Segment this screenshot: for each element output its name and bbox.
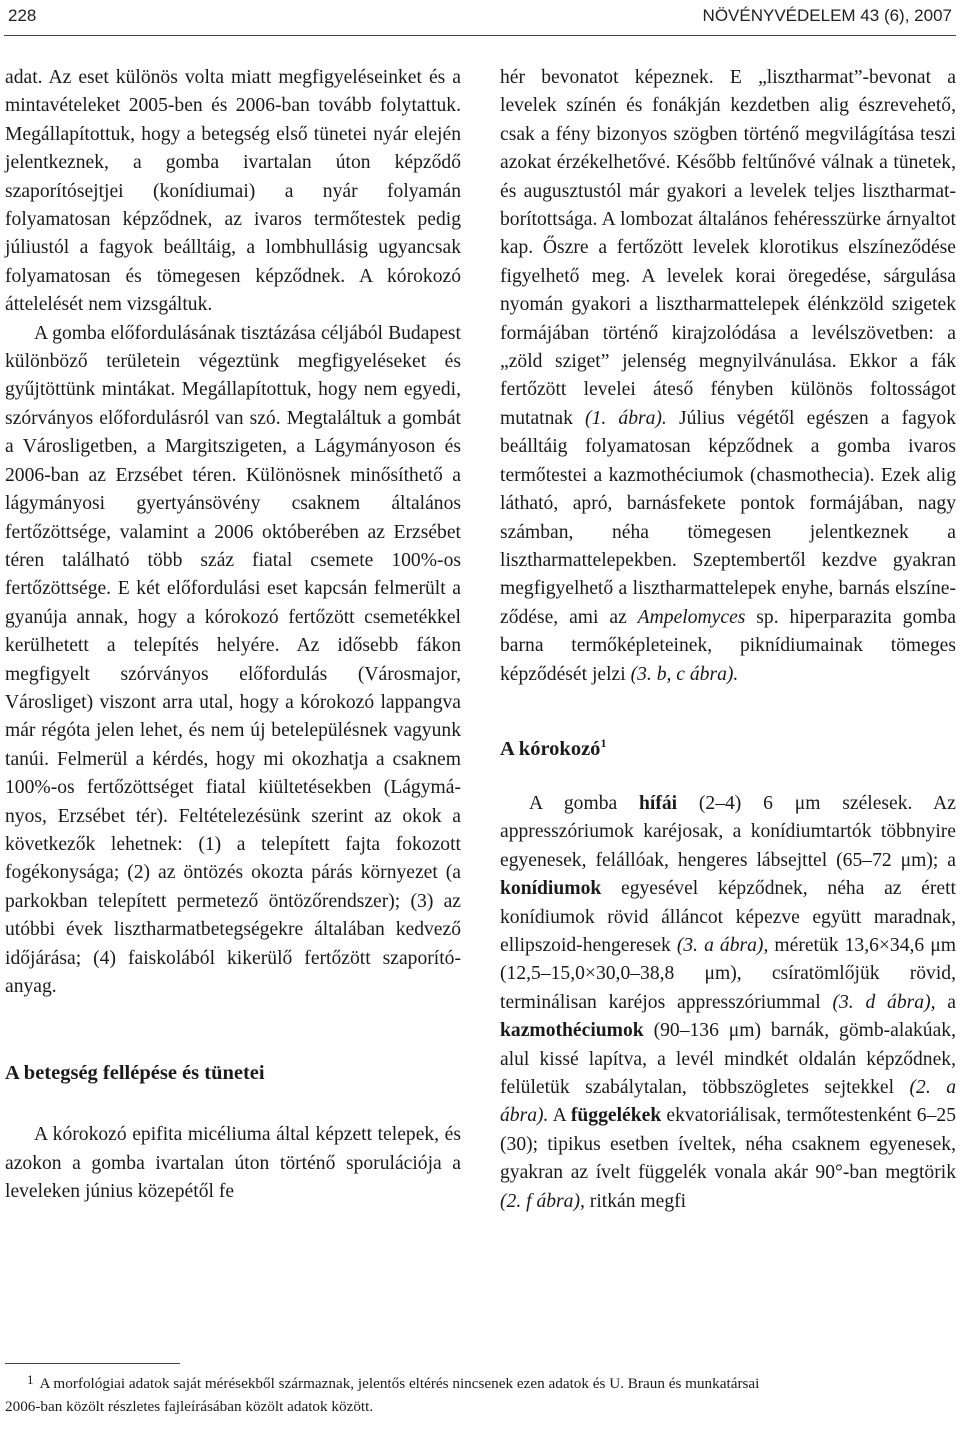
- footnote: [5, 1368, 955, 1418]
- left-paragraph-1: adat. Az eset különös volta miatt megfigyeléseinket és a mintavételeket 2005-ben és 2006-ban tovább folytattuk. Megállapítottuk, hogy a betegség első tünetei nyár elején jelentkeznek, a gomba ivartalan úton képződő szaporítósejtjei (konídiumai) a nyár folyamán folyamatosan képződnek, az ivaros termőtestek pedig júliustól a fagyok beálltáig, a lombhullásig ugyancsak folyamatosan és tömegesen képződnek. A kórokozó áttelelését nem vizsgáltuk.: [5, 67, 461, 316]
- term-hyphae: hífái: [638, 792, 678, 814]
- species-name: Ampelomyces: [637, 606, 746, 628]
- section-heading-symptoms: A betegség fellépése és tünetei: [5, 1062, 265, 1085]
- footnote-line-2: 2006-ban közölt részletes fajleírásában közölt adatok között.: [5, 1398, 374, 1415]
- term-appendages: függelékek: [570, 1105, 662, 1127]
- footnote-number: 1: [27, 1372, 34, 1387]
- figure-ref: (3. a ábra),: [676, 934, 769, 956]
- journal-title: NÖVÉNYVÉDELEM 43 (6), 2007: [702, 6, 952, 25]
- page-header: [8, 4, 952, 32]
- right-paragraph-1: hér bevonatot képeznek. E „lisztharmat”-bevonat a levelek színén és fonákján kezdetben alig észrevehető, csak a fény bizonyos szögben történő megvilágítása teszi azokat érzékelhetővé. Később feltűnővé válnak a tünetek, és augusztustól már gyakori a levelek teljes lisztharmatborítottsága. A lombozat általános fehéresszürke árnyaltot kap. Őszre a fertőzött levelek klorotikus elszíneződése figyelhető meg. A levelek korai öregedése, sárgulása nyomán gyakori a lisztharmattelepek élénkzöld szigetek formájában történő kirajzolódása a levélszövetben: a „zöld sziget” jelenség megnyilvánulása. Ekkor a fák fertőzött levelei áteső fényben különös foltosságot mutatnak (1. ábra). Július végétől egészen a fagyok beálltáig folyamatosan képződnek a gomba ivaros termőtestei a kazmothéciumok (chasmothecia). Ezek alig látható, apró, barnásfekete pontok formájában, nagy számban, néha tömegesen jelentkeznek a lisztharmattelepekben. Szeptembertől kezdve gyakran megfigyelhető a lisztharmattelepek enyhe, barnás elszíneződése, ami az Ampelomyces sp. hiperparazita gomba barna termőképleteinek, piknídiumainak tömeges képződését jelzi (3. b, c ábra).: [500, 67, 956, 685]
- footnote-rule: [5, 1363, 180, 1364]
- right-column: [500, 64, 956, 1216]
- footnote-line-1: A morfológiai adatok saját mérésekből származnak, jelentős eltérés nincsenek ezen adatok és U. Braun és munkatársai: [39, 1375, 760, 1392]
- figure-ref: (3. d ábra),: [832, 991, 936, 1013]
- page-number: 228: [8, 6, 37, 25]
- left-paragraph-3: A kórokozó epifita micéliuma által képzett telepek, és azokon a gomba ivartalan úton történő sporulációja a leveleken június közepétől fe: [5, 1124, 461, 1203]
- header-rule: [4, 35, 956, 36]
- term-conidia: konídiumok: [500, 878, 602, 900]
- left-paragraph-2: A gomba előfordulásának tisztázása céljából Budapest különböző területein végeztünk megfigyeléseket és gyűjtöttünk mintákat. Megállapítottuk, hogy nem egyedi, szórványos előfordulásról van szó. Megtaláltuk a gombát a Városligetben, a Margitszigeten, a Lágymányoson és 2006-ban az Erzsébet téren. Különösnek minősíthető a lágymányosi gyertyánsövény csaknem általános fertőzöttsége, valamint a 2006 októberében az Erzsébet téren található több száz fiatal csemete 100%-os fertőzöttsége. E két előfordulási eset kapcsán felmerült a gyanúja annak, hogy a kórokozó fertőzött csemetékkel kerülhetett a telepítés helyére. Az idősebb fákon megfigyelt szórványos előfordulás (Városmajor, Városliget) viszont arra utal, hogy a kórokozó lappangva már régóta jelen lehet, és nem új betelepülésnek vagyunk tanúi. Felmerül a kérdés, hogy mi okozhatja a csaknem 100%-os fertőzöttséget fiatal kiültetésekben (Lágymányos, Erzsébet tér). Feltételezésünk szerint az okok a következők lehetnek: (1) a telepített fajta fokozott fogékonysága; (2) az öntözés okozta párás környezet (a parkokban telepített permetező öntözőrendszer); (3) az utóbbi évek lisztharmatbetegségekre általában kedvező időjárása; (4) faiskolából kikerülő fertőzött szaporítóanyag.: [5, 322, 461, 997]
- section-heading-pathogen: A kórokozó$^1$: [500, 736, 607, 760]
- figure-ref: (1. ábra).: [585, 407, 667, 429]
- figure-ref: (2. f ábra),: [500, 1190, 585, 1212]
- figure-ref: (2. a ábra).: [500, 1077, 956, 1127]
- left-column: [5, 64, 461, 1207]
- figure-ref: (3. b, c ábra).: [630, 663, 739, 685]
- footnote-marker: 1: [600, 736, 607, 751]
- right-paragraph-2: A gomba hífái (2–4) 6 μm szélesek. Az appresszóriumok karéjosak, a konídiumtartók többnyire egyenesek, felállóak, hengeres lábsejttel (65–72 μm); a konídiumok egyesével képződnek, néha az érett konídiumok rövid álláncot képezve együtt maradnak, ellipszoid-hengeresek (3. a ábra), méretük 13,6×34,6 μm (12,5–15,0×30,0–38,8 μm), csíratömlőjük rövid, terminálisan karéjos appresszóriummal (3. d ábra), a kazmothéciumok (90–136 μm) barnák, gömb-alakúak, alul kissé lapítva, a levél mindkét oldalán képződnek, felületük szabálytalan, többszögletes sejtekkel (2. a ábra). A függelékek ekvatoriálisak, termőtestenként 6–25 (30); tipikus esetben íveltek, néha csaknem egyenesek, gyakran az ívelt függelék vonala akár 90°-ban megtörik (2. f ábra), ritkán megfi: [500, 792, 956, 1212]
- term-chasmothecia: kazmothéciumok: [500, 1020, 644, 1042]
